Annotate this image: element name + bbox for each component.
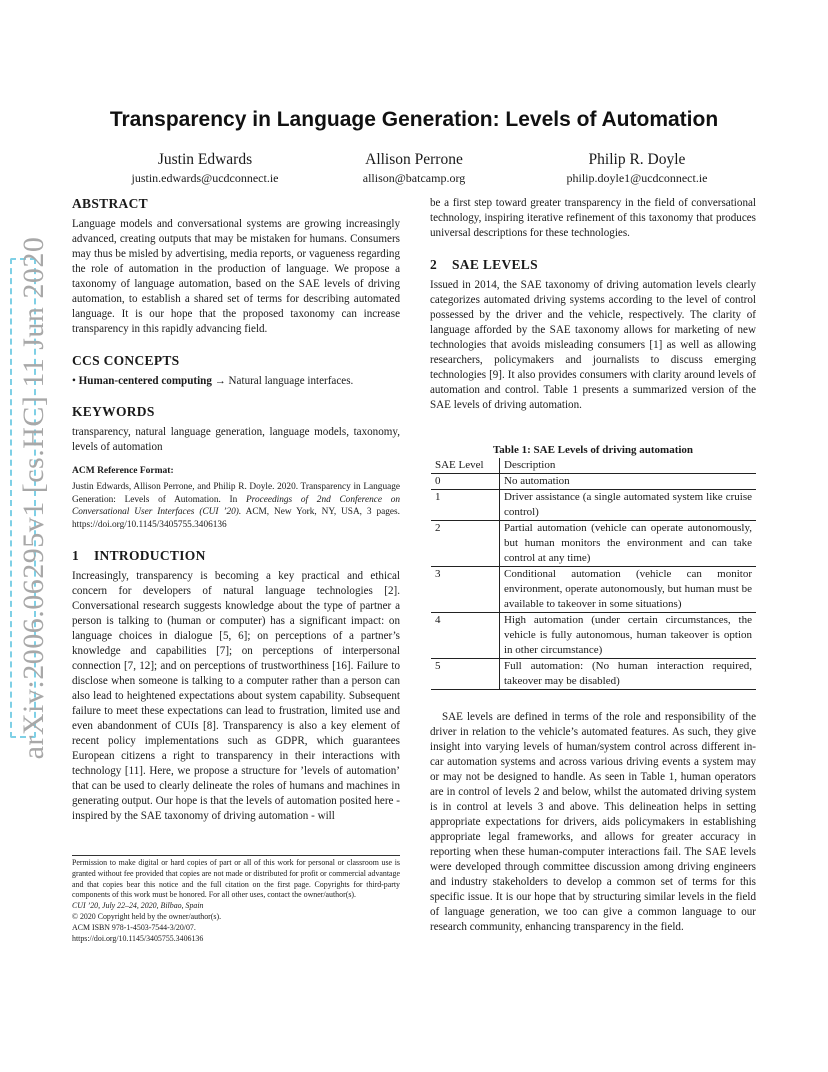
intro-continued-text: be a first step toward greater transparency in the field of conversational technology, inspiring iterative refinement of this taxonomy that produces universal descriptions for these technologies. bbox=[430, 197, 756, 239]
table-row bbox=[431, 521, 756, 567]
isbn-text: ACM ISBN 978-1-4503-7544-3/20/07. bbox=[72, 922, 196, 932]
author-name: Philip R. Doyle bbox=[588, 151, 686, 168]
ccs-concepts bbox=[72, 374, 400, 389]
ccs-concept: Natural language interfaces. bbox=[228, 375, 354, 387]
copyright-text: © 2020 Copyright held by the owner/author(s). bbox=[72, 911, 222, 921]
sae-level-cell: 0 bbox=[431, 474, 500, 490]
ccs-bullet: • bbox=[72, 375, 76, 387]
abstract-heading: ABSTRACT bbox=[72, 196, 148, 211]
keywords-text: transparency, natural language generation, language models, taxonomy, levels of automation bbox=[72, 426, 400, 453]
section-title: SAE LEVELS bbox=[452, 257, 538, 272]
sae-level-cell: 1 bbox=[431, 490, 500, 521]
sae-levels-text: Issued in 2014, the SAE taxonomy of driving automation levels clearly categorizes automated driving systems according to the level of control possessed by the driver and the vehicle, respectively. The clarity of language afforded by the SAE taxonomy allows for marketing of new technologies that avoids misleading consumers [1] as well as allowing researchers, policymakers and journalists to discuss emerging technologies [9]. It also provides consumers with clarity around levels of automation and control. Table 1 presents a summarized version of the SAE levels of driving automation. bbox=[430, 279, 756, 411]
table-row bbox=[431, 490, 756, 521]
acm-ref-part: Justin Edwards, Allison Perrone, and Philip R. Doyle. 2020. Transparency in Language Generation: Levels of Automation. In bbox=[72, 482, 400, 505]
sae-level-cell: 5 bbox=[431, 659, 500, 690]
sae-description-cell: Partial automation (vehicle can operate autonomously, but human monitors the environment and can take control at any time) bbox=[500, 521, 757, 567]
table-row bbox=[431, 613, 756, 659]
introduction-text: Increasingly, transparency is becoming a key practical and ethical concern for developers of natural language technologies [2]. Conversational research suggests knowledge about the type of partner a person is talking to (human or computer) has a significant impact: on language choices in dialogue [5, 6]; on perceptions of a partner’s knowledge and capabilities [7]; on perceptions of interpersonal connection [7, 12]; and on perceptions of trustworthiness [16]. Failure to disclose when someone is talking to a computer rather than a person can also lead to heightened expectations about system capability. Subsequent failure to meet these expectations can lead to frustration, limited use and even abandonment of CUIs [8]. Transparency is also a key element of recent policy implementations such as GDPR, which guarantees European citizens a right to transparency in their interactions with technology [11]. Here, we propose a structure for ’levels of automation’ that can be used to clearly delineate the roles of humans and machines in generating output. Our hope is that the levels of automation posited here - inspired by the SAE taxonomy of driving automation - will bbox=[72, 570, 400, 823]
venue-text: CUI ’20, July 22–24, 2020, Bilbao, Spain bbox=[72, 901, 204, 911]
table-header-cell: Description bbox=[500, 458, 757, 474]
sae-levels-table bbox=[431, 458, 756, 690]
author-email[interactable]: justin.edwards@ucdconnect.ie bbox=[131, 171, 279, 185]
author-name: Justin Edwards bbox=[157, 151, 253, 168]
permission-text: Permission to make digital or hard copies of part or all of this work for personal or classroom use is granted without fee provided that copies are not made or distributed for profit or commercial advantage and that copies bear this notice and the full citation on the first page. Copyrights for third-party components of this work must be honored. For all other uses, contact the owner/author(s). bbox=[72, 858, 400, 900]
table-row bbox=[431, 474, 756, 490]
footnote-rule bbox=[72, 855, 400, 856]
table-header-cell: SAE Level bbox=[431, 458, 500, 474]
author-email[interactable]: allison@batcamp.org bbox=[362, 171, 466, 185]
sae-level-cell: 2 bbox=[431, 521, 500, 567]
acm-reference-text bbox=[72, 481, 400, 531]
section-title: INTRODUCTION bbox=[94, 548, 206, 564]
sae-description-cell: High automation (under certain circumstances, the vehicle is fully autonomous, human takeover is option in other circumstance) bbox=[500, 613, 757, 659]
sae-level-cell: 4 bbox=[431, 613, 500, 659]
ccs-arrow: → bbox=[211, 375, 229, 387]
ccs-heading: CCS CONCEPTS bbox=[72, 353, 180, 368]
author-name: Allison Perrone bbox=[365, 151, 463, 168]
table-row bbox=[431, 659, 756, 690]
sae-description-cell: Driver assistance (a single automated system like cruise control) bbox=[500, 490, 757, 521]
table-row bbox=[431, 567, 756, 613]
acm-reference-heading: ACM Reference Format: bbox=[72, 466, 174, 476]
doi-link[interactable]: https://doi.org/10.1145/3405755.3406136 bbox=[72, 933, 204, 943]
ccs-category: Human-centered computing bbox=[78, 375, 212, 387]
author-block bbox=[517, 150, 757, 186]
sae-description-cell: Full automation: (No human interaction required, takeover may be disabled) bbox=[500, 659, 757, 690]
arxiv-stamp[interactable]: arXiv:2006.06295v1 [cs.HC] 11 Jun 2020 bbox=[17, 236, 50, 760]
table-caption: Table 1: SAE Levels of driving automation bbox=[492, 444, 694, 456]
author-email[interactable]: philip.doyle1@ucdconnect.ie bbox=[566, 171, 708, 185]
acm-reference bbox=[72, 464, 400, 531]
permission-notice bbox=[72, 858, 400, 944]
section-heading-sae-levels bbox=[430, 257, 756, 272]
left-column bbox=[72, 196, 400, 824]
abstract-text: Language models and conversational systems are growing increasingly advanced, creating outputs that may be mistaken for humans. Consumers may thus be misled by advertising, media reports, or vagueness regarding the role of automation in the production of language. We propose a taxonomy of language automation, based on the SAE levels of driving automation, to establish a shared set of terms for describing automated language. It is our hope that the proposed taxonomy can increase transparency in this rapidly advancing field. bbox=[72, 218, 400, 335]
keywords-heading: KEYWORDS bbox=[72, 404, 155, 419]
section-number: 1 bbox=[72, 548, 80, 564]
section-heading-introduction bbox=[72, 548, 400, 563]
sae-level-cell: 3 bbox=[431, 567, 500, 613]
author-block bbox=[85, 150, 325, 186]
acm-ref-part: ACM, New York, NY, USA, 3 pages. https://doi.org/10.1145/3405755.3406136 bbox=[72, 507, 400, 530]
right-column-lower bbox=[430, 710, 756, 935]
paper-title: Transparency in Language Generation: Levels of Automation bbox=[109, 108, 719, 131]
acm-ref-proceedings: Proceedings of 2nd Conference on Conversational User Interfaces (CUI ’20). bbox=[72, 494, 401, 518]
right-column bbox=[430, 196, 756, 413]
sae-description-cell: Conditional automation (vehicle can monitor environment, operate autonomously, but human must be available to takeover in some situations) bbox=[500, 567, 757, 613]
table-header-row bbox=[431, 458, 756, 474]
sae-levels-text-continued: SAE levels are defined in terms of the role and responsibility of the driver in relation to the vehicle’s automated features. As such, they give insight into varying levels of human/system control across different in-car automation systems and across various driving events a system may or may not be designed to handle. As seen in Table 1, human operators are in control of levels 2 and below, whilst the automated driving system is in control at levels 3 and above. This delineation helps in setting appropriate expectations for drivers, aids policymakers in establishing appropriate legal frameworks, and allows for greater accuracy in reporting when these human-computer interactions fail. The SAE levels were developed through committee discussion among driving engineers and industry stakeholders to develop a common set of terms for this specific issue. It is our hope that by structuring similar levels in the field of language generation, we too can give a common language to our research community, enhancing transparency in the field. bbox=[430, 711, 756, 933]
section-number: 2 bbox=[430, 257, 438, 272]
author-block bbox=[294, 150, 534, 186]
sae-description-cell: No automation bbox=[500, 474, 757, 490]
